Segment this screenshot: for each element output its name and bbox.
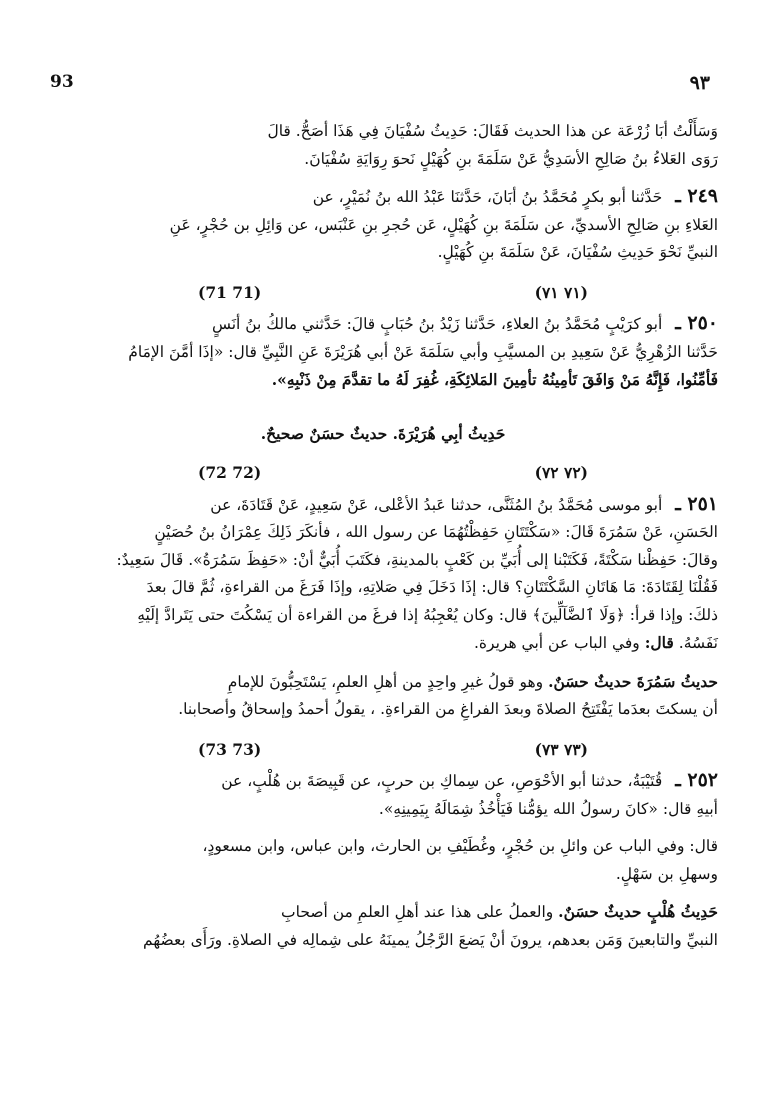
reference-line — [48, 279, 718, 307]
text-line: العَلاءِ بنِ صَالِحِ الأسديِّ، عن سَلَمَةَ بنِ كُهَيْلٍ، عَن حُجرِ بنِ عَنْبَس، عن وَائِلِ بن حُجْرٍ، عَنِ — [169, 215, 718, 234]
grading-line: حَدِيثُ أبِي هُرَيْرَةَ. حديثٌ حسَنٌ صحيحٌ. — [260, 423, 506, 443]
ref-arabic: (٧٢ ٧٢) — [534, 463, 588, 482]
text-line: قُتَيْبَةُ، حدثنا أبو الأحْوَصِ، عن سِماكِ بن حربٍ، عن قَبِيصَةَ بن هُلْبٍ، عن — [221, 772, 663, 790]
text-body — [48, 118, 718, 954]
ref-arabic: (٧١ ٧١) — [534, 282, 588, 302]
text-line: النبيِّ نَحْوَ حَدِيثِ سُفْيَانَ، عَنْ سَلَمَةَ بنِ كُهَيْلٍ. — [437, 243, 718, 261]
text-line: النبيِّ والتابعينَ وَمَن بعدهم، يرونَ أنْ يَضعَ الرَّجُلُ يمينَهُ على شِمالِه في الصلاةِ. ورَأَى بعضُهُم — [143, 930, 718, 949]
ref-latin: (73 73) — [198, 739, 262, 759]
text-line: الحَسَنِ، عَنْ سَمُرَةَ قَالَ: «سَكْتَتَانِ حَفِظْتُهُمَا عن رسول الله ، فأنكَرَ ذَلِكَ عِمْرَانُ بنُ حُصَيْنٍ — [154, 523, 718, 541]
text-line: أبو موسى مُحَمَّدُ بنُ المُثَنَّى، حدثنا عَبدُ الأعْلى، عَنْ سَعِيدٍ، عَنْ قَتَادَةَ، عن — [210, 495, 663, 514]
text-line: وقالَ: حَفِظْنا سَكْتَةً، فَكَتَبْنا إلى أُبَيِّ بن كَعْبٍ بالمدينةِ، فكَتَبَ أُبَيٌّ أنْ: «حَفِظَ سَمُرَةُ». قَالَ سَعِيدٌ: — [116, 550, 718, 569]
text-line: وسهلِ بن سَهْلٍ. — [615, 864, 718, 883]
page-number-latin: 93 — [50, 72, 74, 92]
text-line: فَقُلْنَا لِقَتَادَةَ: مَا هَاتَانِ السَّكْتَتَانِ؟ قال: إذَا دَخَلَ فِي صَلاتِهِ، وإذَا فَرَغَ من القراءةِ، ثُمَّ قالَ بعدَ — [146, 578, 718, 596]
hadith-number: ٢٥١ ـ — [675, 492, 718, 515]
reference-line — [48, 736, 718, 764]
hadith-252 — [48, 767, 718, 796]
hadith-number: ٢٤٩ ـ — [675, 185, 718, 207]
text-line: حَدَّثنا أبو بكرٍ مُحَمَّدُ بنُ أبَانَ، حَدَّثنَا عَبْدُ الله بنُ نُمَيْرٍ، عن — [312, 188, 663, 206]
text-line: حَدَّثنا الزُهْرِيُّ عَنْ سَعِيدِ بن المسيَّبِ وأبي سَلَمَةَ عَنْ أبي هُرَيْرَةَ عَنِ النَّبِيِّ قال: «إذَا أمَّنَ الإمَامُ — [128, 342, 718, 361]
text-line: أن يسكتَ بعدَما يَفْتَتِحُ الصلاةَ وبعدَ الفراغِ من القراءةِ. ، يقولُ أحمدُ وإسحاقُ وأصحابنا. — [178, 700, 718, 718]
hadith-251 — [48, 491, 718, 520]
text-line: أبو كرَيْبٍ مُحَمَّدُ بنُ العلاءِ، حَدَّثنا زَيْدُ بنُ حُبَابٍ قالَ: حَدَّثني مالكُ بنُ أنَسٍ — [211, 315, 663, 333]
text-line: قال: وفي الباب عن وائلِ بن حُجْرٍ، وغُطَيْفِ بن الحارث، وابن عباس، وابن مسعودٍ، — [202, 837, 718, 855]
commentary: حديثُ سَمُرَةَ حديثٌ حسَنٌ. وهو قولُ غيرِ واحِدٍ من أهلِ العلمِ، يَسْتَحِبُّونَ للإمامِ — [227, 671, 718, 691]
hadith-250 — [48, 310, 718, 339]
text-line: وَسَأَلْتُ أبَا زُرْعَة عن هذا الحديث فَقَالَ: حَدِيثُ سُفْيَانَ فِي هَذَا أصَحُّ. قالَ — [267, 122, 718, 140]
text-line: فَأمِّنُوا، فَإِنَّهُ مَنْ وَافَقَ تَأمِينُهُ تأمِينَ المَلائِكَةِ، غُفِرَ لَهُ ما تقدَّمَ مِنْ ذَنْبِهِ». — [271, 370, 718, 389]
hadith-number: ٢٥٢ ـ — [675, 769, 718, 791]
ref-latin: (71 71) — [198, 282, 262, 302]
text-line: نَفَسُهُ. قال: وفي الباب عن أبي هريرة. — [473, 633, 718, 652]
commentary: حَدِيثُ هُلْبٍ حديثٌ حسَنٌ. والعملُ على هذا عند أهلِ العلمِ من أصحابِ — [281, 902, 718, 921]
text-line: أبيهِ قال: «كانَ رسولُ الله يؤمُّنا فَيَأْخُذُ شِمَالَهُ بِيَمِينِهِ». — [378, 799, 718, 818]
reference-line — [48, 459, 718, 487]
text-line: رَوَى العَلاءُ بنُ صَالِحِ الأسَدِيُّ عَنْ سَلَمَةَ بنِ كُهَيْلٍ نَحوَ رِوَايَةِ سُفْيَانَ. — [304, 149, 718, 168]
hadith-number: ٢٥٠ ـ — [675, 312, 718, 334]
hadith-249 — [48, 183, 718, 212]
text-line: ذلكَ: وإذا قرأ: ﴿وَلَا ٱلضَّآلِّينَ﴾ قال: وكان يُعْجِبُهُ إذا فرغَ من القراءة أن يَسْكُتَ حتى يَتَرادَّ إلَيْهِ — [137, 605, 718, 624]
page-number-arabic: ٩٣ — [689, 72, 710, 94]
ref-latin: (72 72) — [198, 463, 262, 482]
ref-arabic: (٧٣ ٧٣) — [534, 739, 588, 759]
